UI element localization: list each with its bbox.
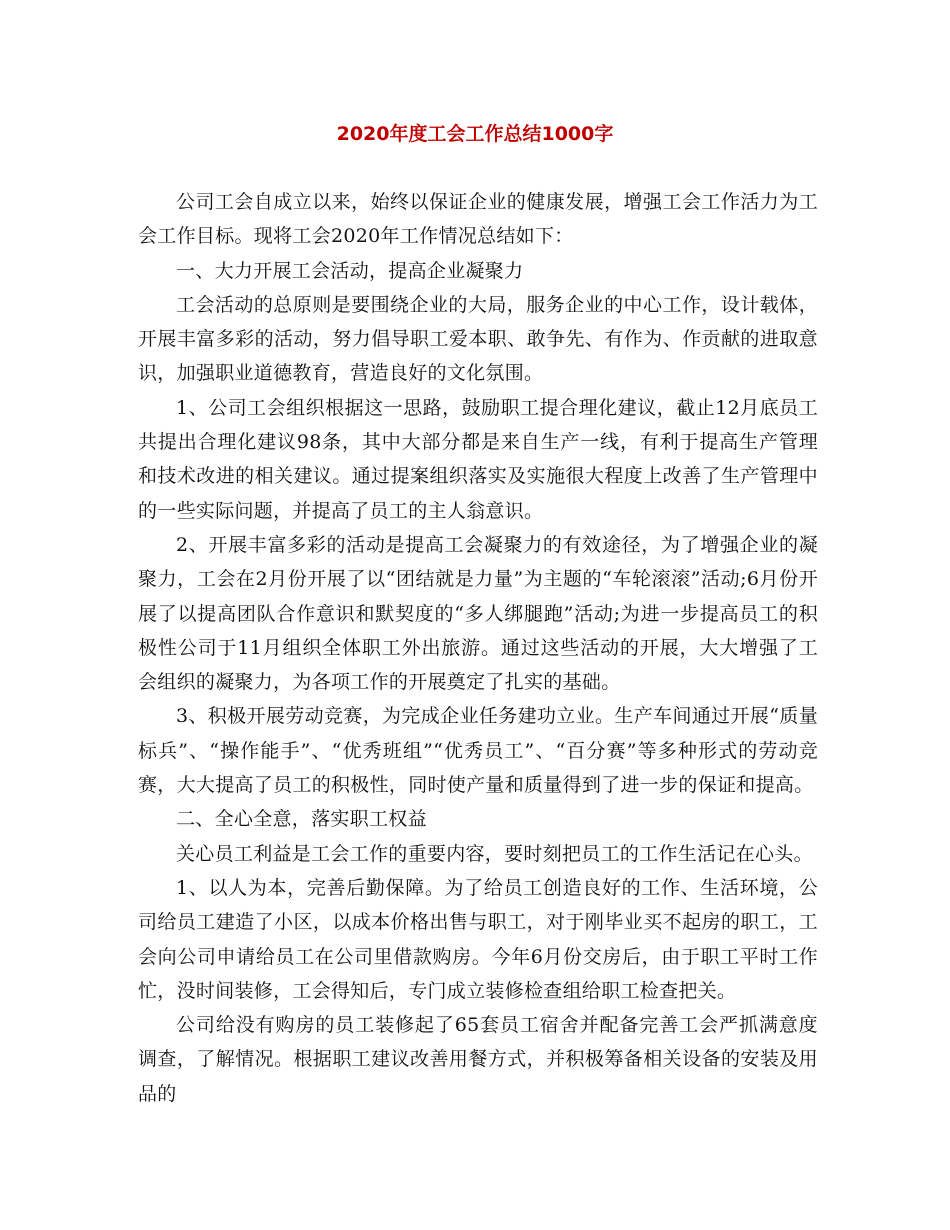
paragraph: 1、公司工会组织根据这一思路，鼓励职工提合理化建议，截止12月底员工共提出合理化建议98条，其中大部分都是来自生产一线，有利于提高生产管理和技术改进的相关建议。通过提案组织落实及实施很大程度上改善了生产管理中的一些实际问题，并提高了员工的主人翁意识。 [138, 396, 818, 522]
paragraph: 3、积极开展劳动竞赛，为完成企业任务建功立业。生产车间通过开展“质量标兵”、“操作能手”、“优秀班组”“优秀员工”、“百分赛”等多种形式的劳动竞赛，大大提高了员工的积极性，同时使产量和质量得到了进一步的保证和提高。 [138, 705, 818, 797]
document-body [138, 185, 818, 1111]
document-title: 2020年度工会工作总结1000字 [336, 123, 614, 145]
paragraph: 关心员工利益是工会工作的重要内容，要时刻把员工的工作生活记在心头。 [176, 842, 813, 865]
paragraph-intro: 公司工会自成立以来，始终以保证企业的健康发展，增强工会工作活力为工会工作目标。现将工会2020年工作情况总结如下： [138, 191, 818, 248]
paragraph: 公司给没有购房的员工装修起了65套员工宿舍并配备完善工会严抓满意度调查，了解情况。根据职工建议改善用餐方式，并积极筹备相关设备的安装及用品的 [138, 1014, 818, 1105]
section-heading-2: 二、全心全意，落实职工权益 [176, 808, 427, 831]
section-heading-1: 一、大力开展工会活动，提高企业凝聚力 [176, 259, 524, 282]
paragraph: 2、开展丰富多彩的活动是提高工会凝聚力的有效途径，为了增强企业的凝聚力，工会在2月份开展了以“团结就是力量”为主题的“车轮滚滚”活动;6月份开展了以提高团队合作意识和默契度的“多人绑腿跑”活动;为进一步提高员工的积极性公司于11月组织全体职工外出旅游。通过这些活动的开展，大大增强了工会组织的凝聚力，为各项工作的开展奠定了扎实的基础。 [138, 533, 818, 694]
paragraph: 1、以人为本，完善后勤保障。为了给员工创造良好的工作、生活环境，公司给员工建造了小区，以成本价格出售与职工，对于刚毕业买不起房的职工，工会向公司申请给员工在公司里借款购房。今年6月份交房后，由于职工平时工作忙，没时间装修，工会得知后，专门成立装修检查组给职工检查把关。 [138, 876, 818, 1002]
paragraph: 工会活动的总原则是要围绕企业的大局，服务企业的中心工作，设计载体，开展丰富多彩的活动，努力倡导职工爱本职、敢争先、有作为、作贡献的进取意识，加强职业道德教育，营造良好的文化氛围。 [138, 293, 818, 385]
